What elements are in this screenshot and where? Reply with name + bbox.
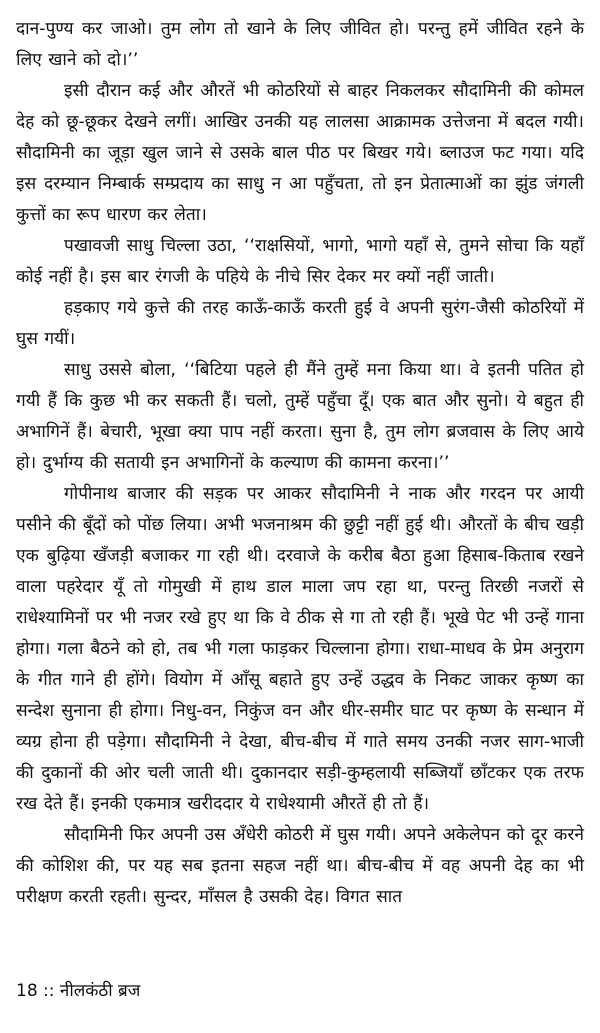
paragraph: पखावजी साधु चिल्ला उठा, ‘‘राक्षसियों, भागो, भागो यहाँ से, तुमने सोचा कि यहाँ कोई नहीं है। इस बार रंगजी के पहिये के नीचे सिर देकर मर क्यों नहीं जाती। xyxy=(16,236,584,287)
paragraph: इसी दौरान कई और औरतें भी कोठरियों से बाहर निकलकर सौदामिनी की कोमल देह को छू-छूकर देखने लगीं। आखिर उनकी यह लालसा आक्रामक उत्तेजना में बदल गयी। सौदामिनी का जूड़ा खुल जाने से उसके बाल पीठ पर बिखर गये। ब्लाउज फट गया। यदि इस दरम्यान निम्बार्क सम्प्रदाय का साधु न आ पहुँचता, तो इन प्रेतात्माओं का झुंड जंगली कुत्तों का रूप धारण कर लेता। xyxy=(16,81,584,225)
page-body xyxy=(16,14,584,913)
page-number: 18 xyxy=(16,981,38,1001)
paragraph: साधु उससे बोला, ‘‘बिटिया पहले ही मैंने तुम्हें मना किया था। वे इतनी पतित हो गयी हैं कि कुछ भी कर सकती हैं। चलो, तुम्हें पहुँचा दूँ। एक बात और सुनो। ये बहुत ही अभागिनें हैं। बेचारी, भूखा क्या पाप नहीं करता। सुना है, तुम लोग ब्रजवास के लिए आये हो। दुर्भाग्य की सतायी इन अभागिनों के कल्याण की कामना करना।’’ xyxy=(16,360,584,473)
paragraph-continued: दान-पुण्य कर जाओ। तुम लोग तो खाने के लिए जीवित हो। परन्तु हमें जीवित रहने के लिए खाने को दो।’’ xyxy=(16,19,584,70)
paragraph: हड़काए गये कुत्ते की तरह काऊँ-काऊँ करती हुई वे अपनी सुरंग-जैसी कोठरियों में घुस गयीं। xyxy=(16,298,584,349)
paragraph: गोपीनाथ बाजार की सड़क पर आकर सौदामिनी ने नाक और गरदन पर आयी पसीने की बूँदों को पोंछ लिया। अभी भजनाश्रम की छुट्टी नहीं हुई थी। औरतों के बीच खड़ी एक बुढ़िया खँजड़ी बजाकर गा रही थी। दरवाजे के करीब बैठा हुआ हिसाब-किताब रखने वाला पहरेदार यूँ तो गोमुखी में हाथ डाल माला जप रहा था, परन्तु तिरछी नजरों से राधेश्यामिनों पर भी नजर रखे हुए था कि वे ठीक से गा तो रही हैं। भूखे पेट भी उन्हें गाना होगा। गला बैठने को हो, तब भी गला फाड़कर चिल्लाना होगा। राधा-माधव के प्रेम अनुराग के गीत गाने ही होंगे। वियोग में आँसू बहाते हुए उन्हें उद्धव के निकट जाकर कृष्ण का सन्देश सुनाना ही होगा। निधु-वन, निकुंज वन और धीर-समीर घाट पर कृष्ण के सन्धान में व्यग्र होना ही पड़ेगा। सौदामिनी ने देखा, बीच-बीच में गाते समय उनकी नजर साग-भाजी की दुकानों की ओर चली जाती थी। दुकानदार सड़ी-कुम्हलायी सब्जियाँ छाँटकर एक तरफ रख देते हैं। इनकी एकमात्र खरीददार ये राधेश्यामी औरतें ही तो हैं। xyxy=(16,484,584,814)
page-footer xyxy=(16,978,140,1001)
footer-separator: :: xyxy=(37,981,60,1001)
book-title: नीलकंठी ब्रज xyxy=(59,981,141,1001)
paragraph: सौदामिनी फिर अपनी उस अँधेरी कोठरी में घुस गयी। अपने अकेलेपन को दूर करने की कोशिश की, पर यह सब इतना सहज नहीं था। बीच-बीच में वह अपनी देह का भी परीक्षण करती रहती। सुन्दर, माँसल है उसकी देह। विगत सात xyxy=(16,825,584,907)
